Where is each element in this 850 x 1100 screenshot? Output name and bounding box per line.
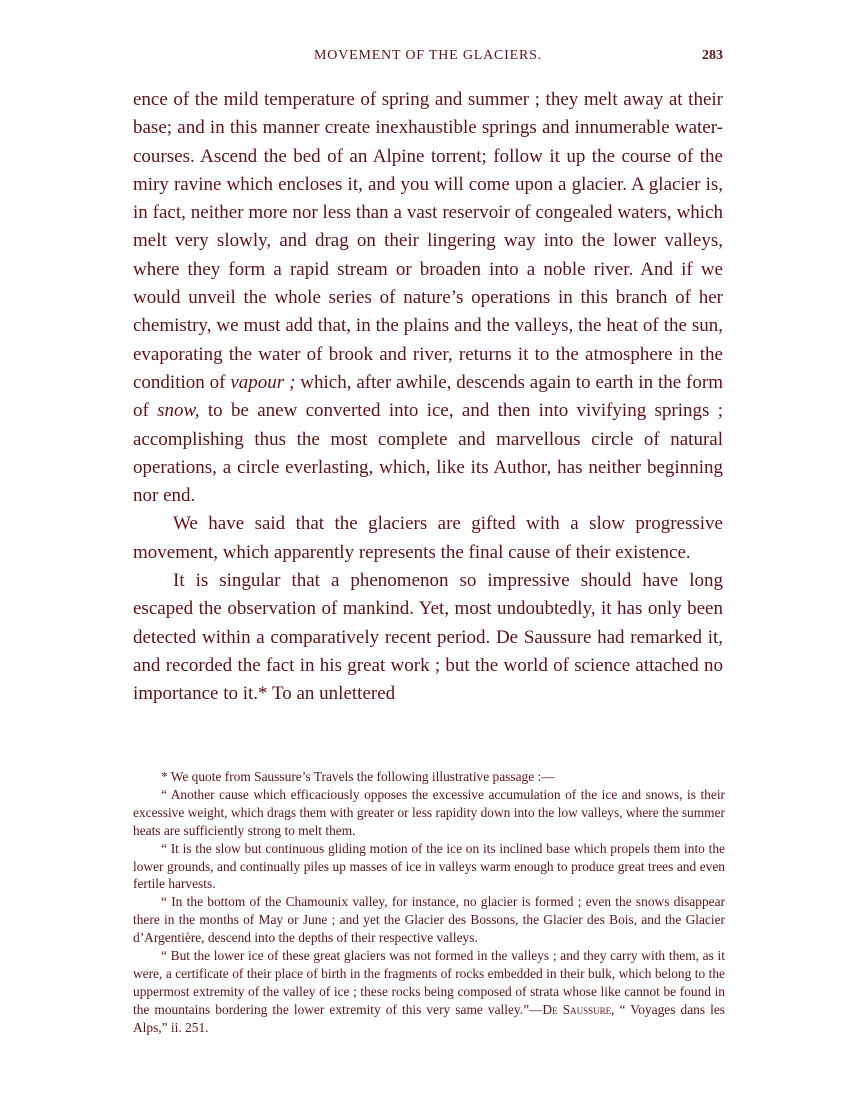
emphasis-snow: snow, — [157, 400, 200, 422]
footnote-quote-4-text: “ But the lower ice of these great glaciers was not formed in the valleys ; and they carry with them, as it were, a certificate of their place of birth in the fragments of rocks embedded in their bulk, which belong to the uppermost extremity of the valley of ice ; these rocks being composed of strata whose like cannot be found in the mountains bordering the lower extremity of this very same valley.”— — [133, 948, 725, 1017]
paragraph-1-part-3: to be anew converted into ice, and then into vivifying springs ; accomplishing thus the most complete and marvellous circle of natural operations, a circle everlasting, which, like its Author, has neither beginning nor end. — [133, 400, 723, 507]
footnote-intro: * We quote from Saussure’s Travels the following illustrative passage :— — [161, 769, 555, 784]
paragraph-2: We have said that the glaciers are gifted with a slow progressive movement, which apparently represents the final cause of their existence. — [133, 513, 723, 563]
footnote-quote-3: “ In the bottom of the Chamounix valley, for instance, no glacier is formed ; even the snows disappear there in the months of May or June ; and yet the Glacier des Bossons, the Glacier des Bois, and the Glacier d’Argentière, descend into the depths of their respective valleys. — [133, 894, 725, 946]
page-number: 283 — [702, 48, 723, 63]
running-head: MOVEMENT OF THE GLACIERS. — [314, 48, 542, 63]
paragraph-1-part-2: which, after awhile, descends again to earth in the form of — [133, 371, 723, 422]
footnote-author: De Saussure — [542, 1001, 612, 1017]
page-header — [133, 48, 723, 72]
footnote-quote-4 — [133, 947, 725, 1037]
footnote-quote-2: “ It is the slow but continuous gliding motion of the ice on its inclined base which propels them into the lower grounds, and continually piles up masses of ice in valleys warm enough to produce great trees and even fertile harvests. — [133, 840, 725, 892]
paragraph-3: It is singular that a phenomenon so impressive should have long escaped the observation of mankind. Yet, most undoubtedly, it has only been detected within a comparatively recent period. De Saussure had remarked it, and recorded the fact in his great work ; but the world of science attached no importance to it.* To an unlettered — [133, 570, 723, 705]
paragraph-1 — [133, 86, 723, 510]
emphasis-vapour: vapour ; — [230, 371, 296, 393]
paragraph-1-part-1: ence of the mild temperature of spring and summer ; they melt away at their base; and in this manner create inexhaustible springs and innumerable water-courses. Ascend the bed of an Alpine torrent; follow it up the course of the miry ravine which encloses it, and you will come upon a glacier. A glacier is, in fact, neither more nor less than a vast reservoir of congealed waters, which melt very slowly, and drag on their lingering way into the lower valleys, where they form a rapid stream or broaden into a noble river. And if we would unveil the whole series of nature’s operations in this branch of her chemistry, we must add that, in the plains and the valleys, the heat of the sun, evaporating the water of brook and river, returns it to the atmosphere in the condition of — [133, 89, 723, 393]
body-text — [133, 86, 723, 709]
footnotes — [133, 768, 725, 1037]
footnote-citation: , “ Voyages dans les Alps,” ii. 251. — [133, 1001, 725, 1035]
footnote-quote-1: “ Another cause which efficaciously opposes the excessive accumulation of the ice and snows, is their excessive weight, which drags them with greater or less rapidity down into the low valleys, where the summer heats are sufficiently strong to melt them. — [133, 786, 725, 838]
